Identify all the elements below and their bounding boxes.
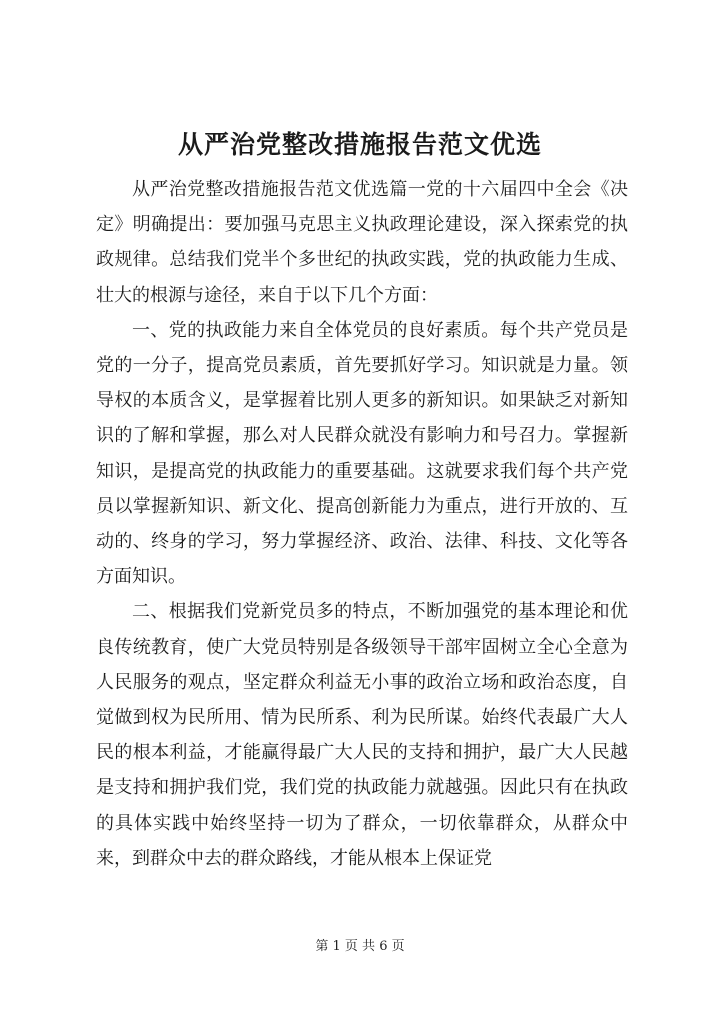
document-body (96, 172, 628, 876)
page-number-footer: 第 1 页 共 6 页 (315, 939, 405, 954)
document-title: 从严治党整改措施报告范文优选 (177, 130, 542, 159)
paragraph-intro: 从严治党整改措施报告范文优选篇一党的十六届四中全会《决定》明确提出：要加强马克思主义执政理论建设，深入探索党的执政规律。总结我们党半个多世纪的执政实践，党的执政能力生成、壮大的根源与途径，来自于以下几个方面： (96, 179, 628, 306)
paragraph-point-one: 一、党的执政能力来自全体党员的良好素质。每个共产党员是党的一分子，提高党员素质，首先要抓好学习。知识就是力量。领导权的本质含义，是掌握着比别人更多的新知识。如果缺乏对新知识的了解和掌握，那么对人民群众就没有影响力和号召力。掌握新知识，是提高党的执政能力的重要基础。这就要求我们每个共产党员以掌握新知识、新文化、提高创新能力为重点，进行开放的、互动的、终身的学习，努力掌握经济、政治、法律、科技、文化等各方面知识。 (96, 319, 628, 588)
paragraph-point-two: 二、根据我们党新党员多的特点，不断加强党的基本理论和优良传统教育，使广大党员特别是各级领导干部牢固树立全心全意为人民服务的观点，坚定群众利益无小事的政治立场和政治态度，自觉做到权为民所用、情为民所系、利为民所谋。始终代表最广大人民的根本利益，才能赢得最广大人民的支持和拥护，最广大人民越是支持和拥护我们党，我们党的执政能力就越强。因此只有在执政的具体实践中始终坚持一切为了群众，一切依靠群众，从群众中来，到群众中去的群众路线，才能从根本上保证党 (96, 601, 628, 869)
